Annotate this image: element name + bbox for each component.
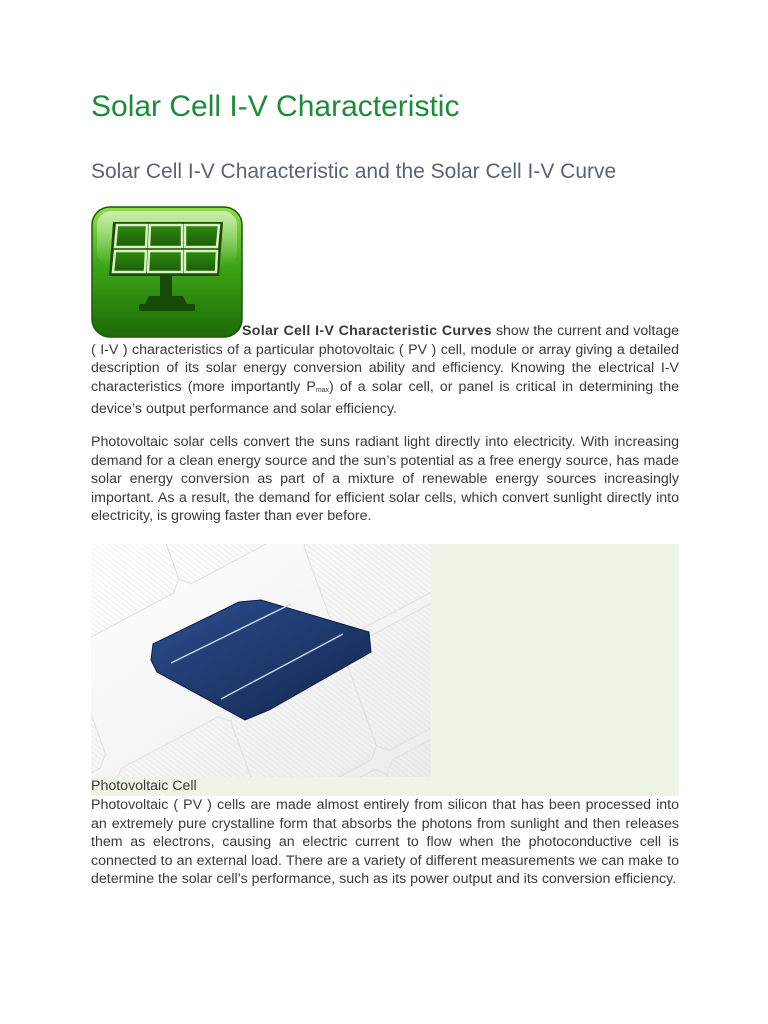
body-paragraph-2: Photovoltaic solar cells convert the suns radiant light directly into electricity. With increasing demand for a clean energy source and the sun’s potential as a free energy source, has made solar energy conversion as part of a mixture of renewable energy sources increasingly important. As a result, the demand for efficient solar cells, which convert sunlight directly into electricity, is growing faster than ever before.: [91, 434, 679, 525]
intro-text-a: show the current and voltage ( I-V ) characteristics of a particular photovoltaic ( PV ) cell, module or array giving a detailed description of its solar energy conversion ability and efficiency. Knowing the electrical I-V characteristics (more importantly P: [91, 323, 679, 395]
body-paragraph-3: Photovoltaic ( PV ) cells are made almost entirely from silicon that has been processed into an extremely pure crystalline form that absorbs the photons from sunlight and then releases them as electrons, causing an electric current to flow when the photoconductive cell is connected to an external load. There are a variety of different measurements we can make to determine the solar cell’s performance, such as its power output and its conversion efficiency.: [91, 797, 679, 888]
page-title: Solar Cell I-V Characteristic: [91, 90, 460, 123]
page-subtitle: Solar Cell I-V Characteristic and the Solar Cell I-V Curve: [91, 160, 617, 183]
solar-panel-icon: [91, 206, 243, 338]
intro-lead: Solar Cell I-V Characteristic Curves: [242, 323, 492, 339]
figure-caption: Photovoltaic Cell: [91, 778, 197, 794]
photovoltaic-cell-image: [91, 544, 431, 777]
intro-paragraph: [91, 322, 679, 419]
pmax-subscript: max: [315, 386, 330, 394]
intro-text-b: ) of a solar cell, or panel is critical in determining the device’s output performance and solar efficiency.: [91, 378, 680, 418]
